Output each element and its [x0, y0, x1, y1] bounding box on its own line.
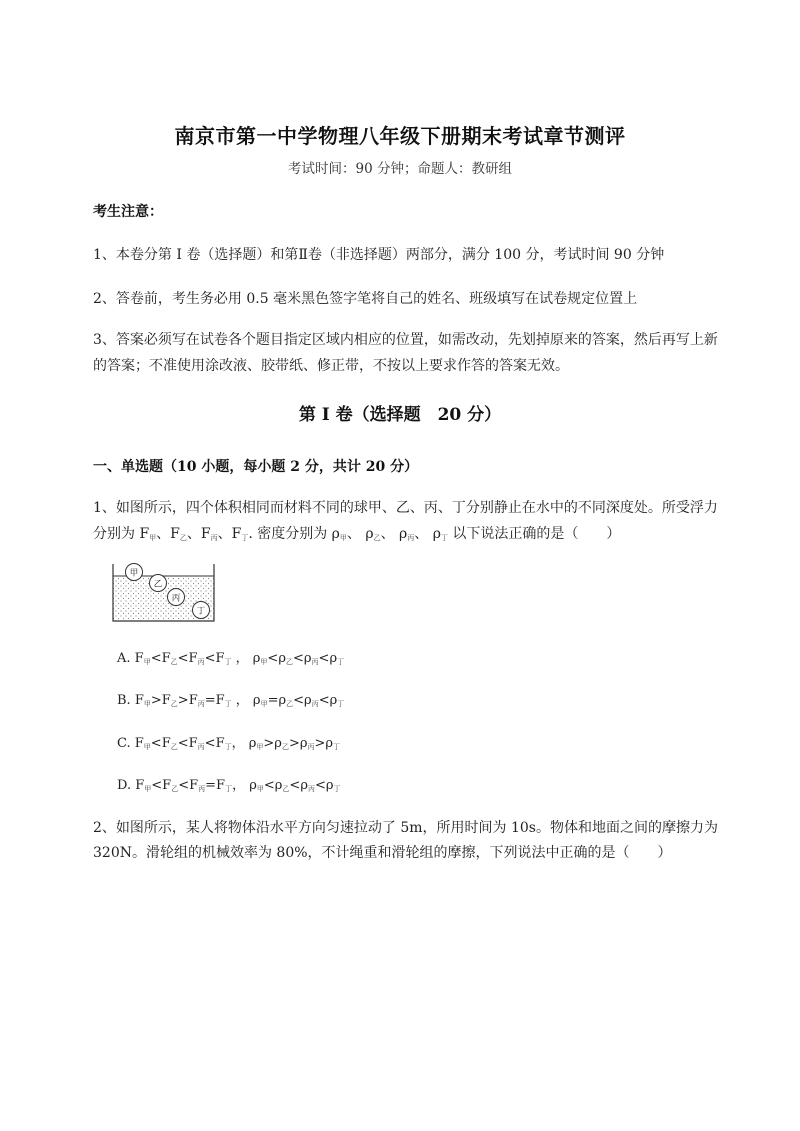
q2-line1: 2、如图所示，某人将物体沿水平方向匀速拉动了 5m，所用时间为 10s。物体和地面之间的摩擦力为	[93, 820, 718, 836]
notice-item-1: 1、本卷分第 I 卷（选择题）和第Ⅱ卷（非选择题）两部分，满分 100 分，考试时间 90 分钟	[93, 247, 665, 263]
exam-subtitle: 考试时间：90 分钟；命题人：教研组	[288, 161, 512, 177]
q1-line1: 1、如图所示，四个体积相同而材料不同的球甲、乙、丙、丁分别静止在水中的不同深度处。所受浮力	[93, 500, 718, 516]
notice-heading: 考生注意：	[93, 204, 163, 220]
q1-option-c[interactable]: C. $F_甲<F_乙<F_丙<F_丁$， $\rho_甲>\rho_乙>\rho_丙>\rho_丁$	[117, 736, 341, 751]
ball-jia	[126, 564, 143, 581]
ball-yi	[150, 575, 167, 592]
ball-ding	[193, 602, 210, 619]
notice-item-3-line1: 3、答案必须写在试卷各个题目指定区域内相应的位置，如需改动，先划掉原来的答案，然后再写上新	[93, 332, 718, 348]
q2-line2: 320N。滑轮组的机械效率为 80%，不计绳重和滑轮组的摩擦，下列说法中正确的是（ ）	[93, 845, 672, 861]
ball-bing	[168, 589, 185, 606]
svg-text:丁: 丁	[196, 606, 206, 617]
q1-option-a[interactable]: A. $F_甲<F_乙<F_丙<F_丁$ ， $\rho_甲<\rho_乙<\rho_丙<\rho_丁$	[117, 651, 345, 666]
notice-item-3-line2: 的答案；不准使用涂改液、胶带纸、修正带，不按以上要求作答的答案无效。	[93, 358, 569, 374]
notice-item-2: 2、答卷前，考生务必用 0.5 毫米黑色签字笔将自己的姓名、班级填写在试卷规定位置上	[93, 291, 638, 307]
q1-line2: 分别为 $F_甲$、$F_乙$、$F_丙$、$F_丁$. 密度分别为 $\rho_甲$、 $\rho_乙$、 $\rho_丙$、 $\rho_丁$ 以下说法正确的是（ ）	[93, 526, 621, 542]
q1-option-d[interactable]: D. $F_甲<F_乙<F_丙=F_丁$， $\rho_甲<\rho_乙<\rho_丙<\rho_丁$	[117, 778, 341, 793]
section-title: 第 I 卷（选择题 20 分）	[298, 405, 502, 425]
q1-option-b[interactable]: B. $F_甲>F_乙>F_丙=F_丁$ ， $\rho_甲=\rho_乙<\rho_丙<\rho_丁$	[117, 693, 345, 708]
svg-text:甲: 甲	[129, 568, 139, 579]
page-title: 南京市第一中学物理八年级下册期末考试章节测评	[174, 124, 626, 148]
part-heading: 一、单选题（10 小题，每小题 2 分，共计 20 分）	[93, 459, 419, 475]
svg-text:丙: 丙	[171, 593, 181, 604]
balls-in-water-figure	[112, 562, 215, 622]
svg-text:乙: 乙	[153, 579, 163, 590]
